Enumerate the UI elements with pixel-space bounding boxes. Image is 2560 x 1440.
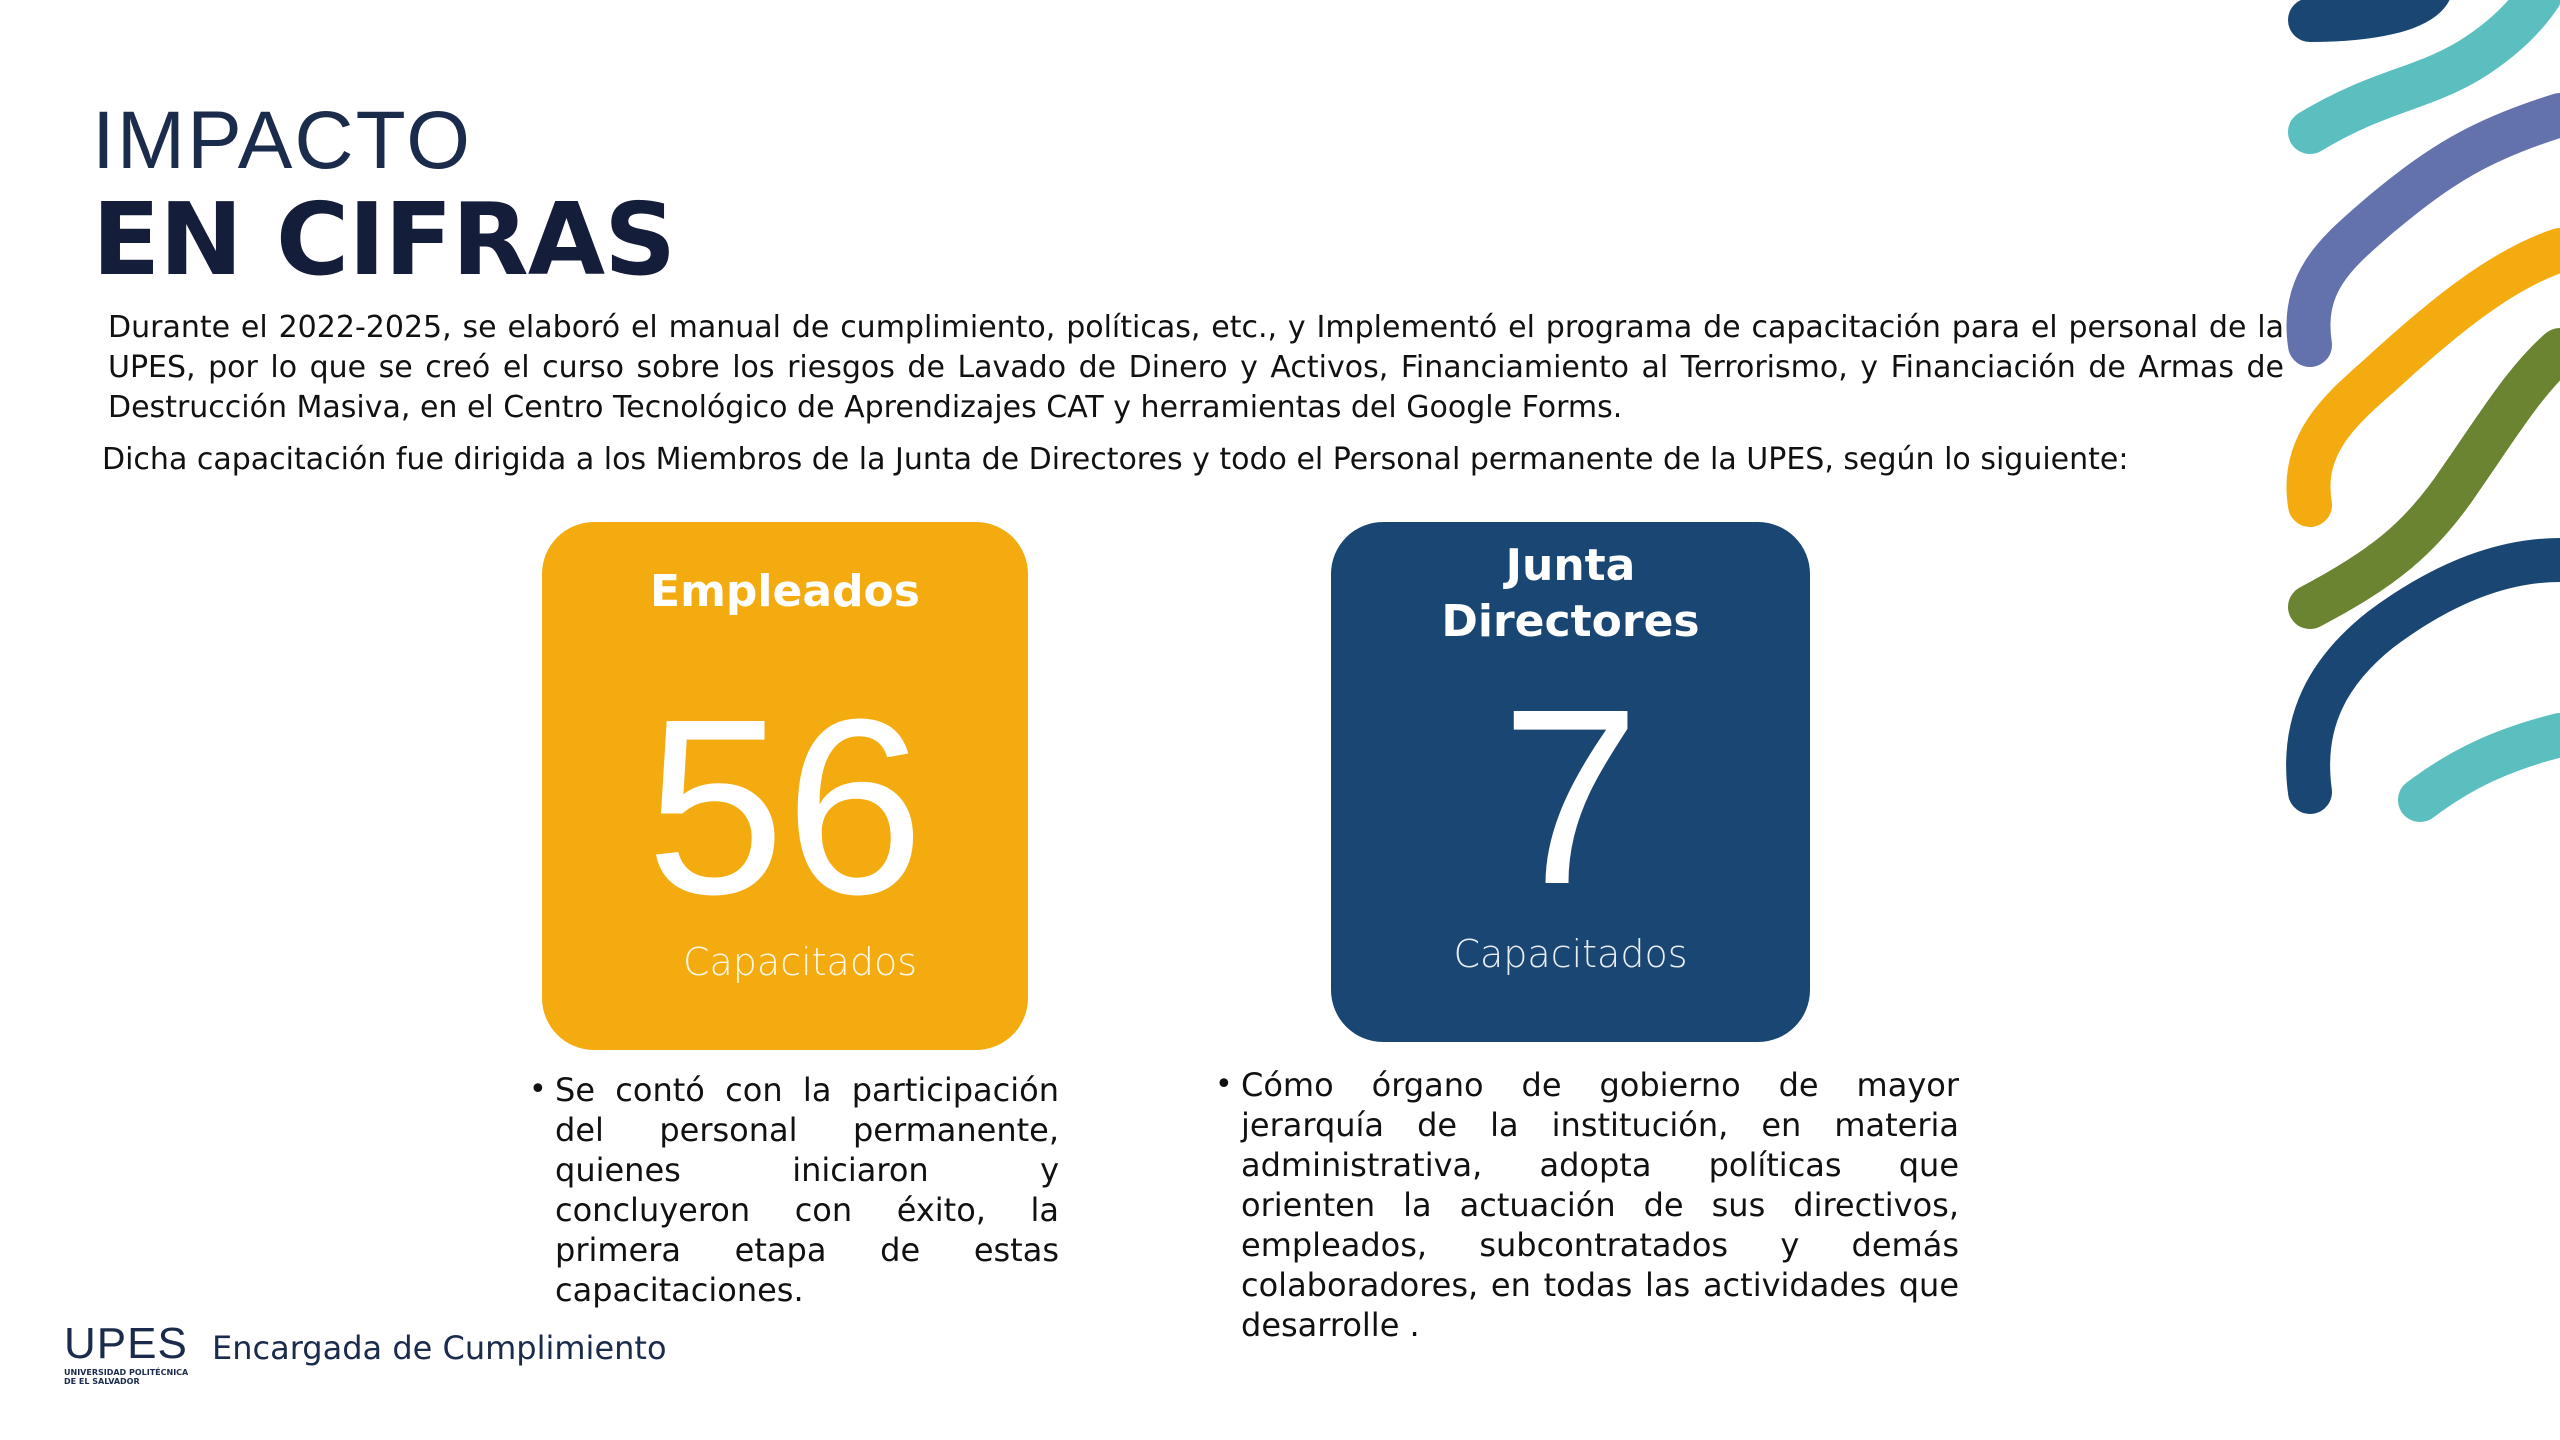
board-card-sublabel: Capacitados — [1453, 932, 1688, 976]
footer-label: Encargada de Cumplimiento — [212, 1329, 667, 1367]
board-card-label-line2: Directores — [1441, 596, 1700, 647]
board-card — [1331, 522, 1810, 1042]
page-title-line1: IMPACTO — [92, 95, 472, 186]
board-bullet — [1215, 1065, 1959, 1345]
board-card-label-line1: Junta — [1505, 540, 1636, 591]
employees-bullet — [529, 1070, 1059, 1310]
board-bullet-text: Cómo órgano de gobierno de mayor jerarquía de la institución, en materia administrativa, adopta políticas que orienten la actuación de sus directivos, empleados, subcontratados y demás colaboradores, en todas las actividades que desarrolle . — [1241, 1066, 1959, 1344]
upes-logo — [64, 1319, 192, 1392]
decorative-waves — [2260, 0, 2560, 830]
employees-card-sublabel: Capacitados — [682, 940, 918, 984]
logo-subtitle — [64, 1368, 192, 1386]
logo-wordmark: UPES — [64, 1319, 188, 1368]
employees-card-label: Empleados — [650, 566, 920, 617]
bullet-dot: • — [529, 1072, 547, 1107]
intro-paragraph: Durante el 2022-2025, se elaboró el manual de cumplimiento, políticas, etc., y Implementó el programa de capacitación para el personal de la UPES, por lo que se creó el curso sobre los riesgos de Lavado de Dinero y Activos, Financiamiento al Terrorismo, y Financiación de Armas de Destrucción Masiva, en el Centro Tecnológico de Aprendizajes CAT y herramientas del Google Forms. — [108, 310, 2284, 425]
audience-paragraph: Dicha capacitación fue dirigida a los Miembros de la Junta de Directores y todo el Personal permanente de la UPES, según lo siguiente: — [102, 442, 2129, 477]
board-card-label — [1331, 538, 1810, 650]
bullet-dot: • — [1215, 1067, 1233, 1102]
employees-count: 56 — [645, 667, 925, 946]
employees-bullet-text: Se contó con la participación del personal permanente, quienes iniciaron y concluyeron con éxito, la primera etapa de estas capacitaciones. — [555, 1071, 1059, 1309]
page-title-line2: EN CIFRAS — [92, 181, 676, 298]
board-count: 7 — [1500, 657, 1641, 936]
wave-teal-bottom — [2420, 735, 2560, 800]
wave-navy-top — [2310, 0, 2430, 20]
employees-card — [542, 522, 1028, 1050]
logo-subtitle-line2: DE EL SALVADOR — [64, 1377, 140, 1386]
logo-subtitle-line1: UNIVERSIDAD POLITÉCNICA — [64, 1368, 189, 1377]
